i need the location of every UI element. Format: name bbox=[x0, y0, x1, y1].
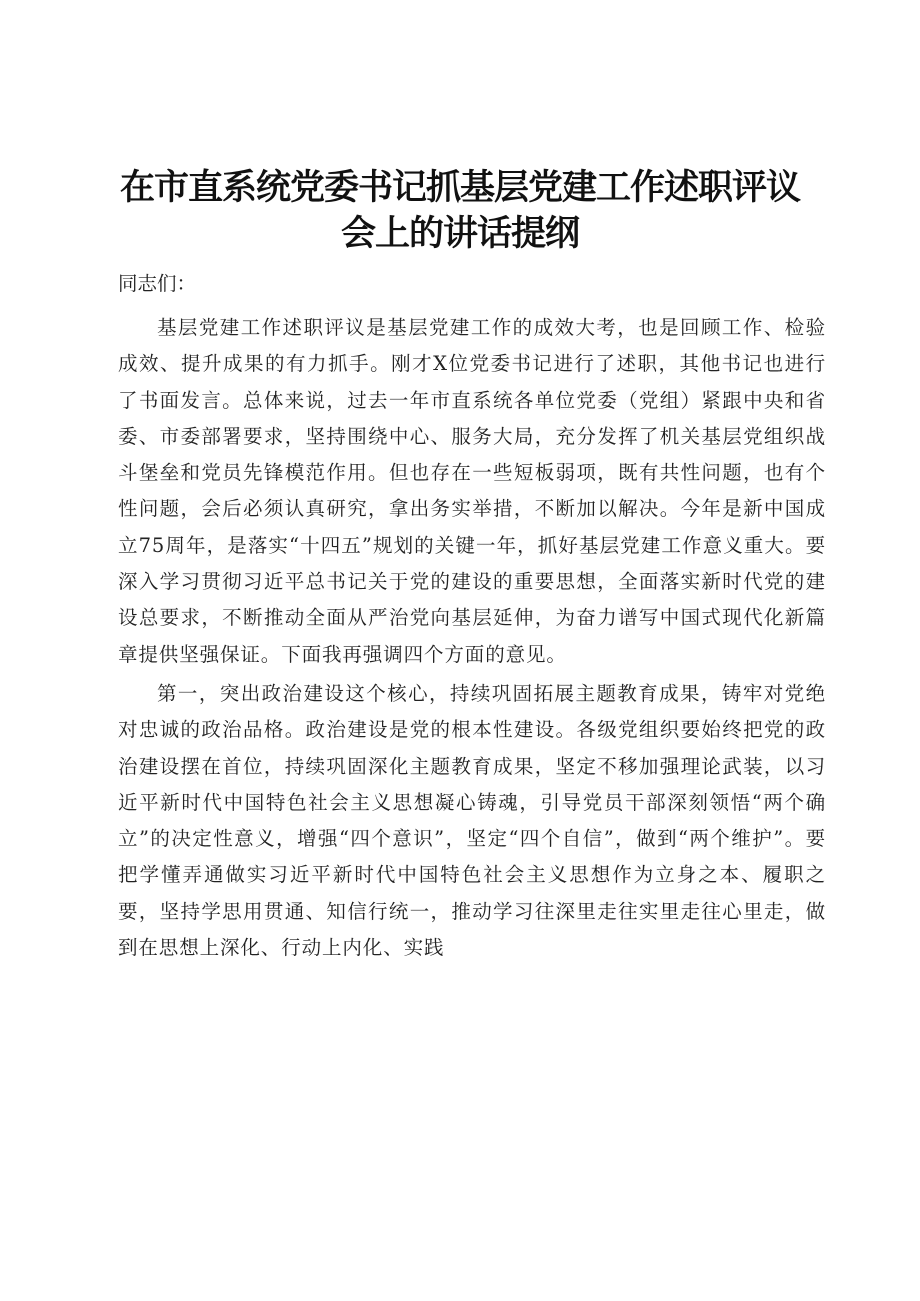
paragraph-intro: 基层党建工作述职评议是基层党建工作的成效大考，也是回顾工作、检验成效、提升成果的有力抓手。刚才X位党委书记进行了述职，其他书记也进行了书面发言。总体来说，过去一年市直系统各单位党委（党组）紧跟中央和省委、市委部署要求，坚持围绕中心、服务大局，充分发挥了机关基层党组织战斗堡垒和党员先锋模范作用。但也存在一些短板弱项，既有共性问题，也有个性问题，会后必须认真研究，拿出务实举措，不断加以解决。今年是新中国成立75周年，是落实“十四五”规划的关键一年，抓好基层党建工作意义重大。要深入学习贯彻习近平总书记关于党的建设的重要思想，全面落实新时代党的建设总要求，不断推动全面从严治党向基层延伸，为奋力谱写中国式现代化新篇章提供坚强保证。下面我再强调四个方面的意见。 bbox=[118, 316, 826, 666]
document-title-line1: 在市直系统党委书记抓基层党建工作述职评议 bbox=[119, 168, 800, 208]
salutation: 同志们： bbox=[118, 272, 197, 295]
document-body bbox=[118, 310, 826, 966]
paragraph-first-point: 第一，突出政治建设这个核心，持续巩固拓展主题教育成果，铸牢对党绝对忠诚的政治品格。政治建设是党的根本性建设。各级党组织要始终把党的政治建设摆在首位，持续巩固深化主题教育成果，坚定不移加强理论武装，以习近平新时代中国特色社会主义思想凝心铸魂，引导党员干部深刻领悟“两个确立”的决定性意义，增强“四个意识”，坚定“四个自信”，做到“两个维护”。要把学懂弄通做实习近平新时代中国特色社会主义思想作为立身之本、履职之要，坚持学思用贯通、知信行统一，推动学习往深里走往实里走往心里走，做到在思想上深化、行动上内化、实践 bbox=[118, 681, 826, 960]
document-title-line2: 会上的讲话提纲 bbox=[340, 214, 579, 254]
